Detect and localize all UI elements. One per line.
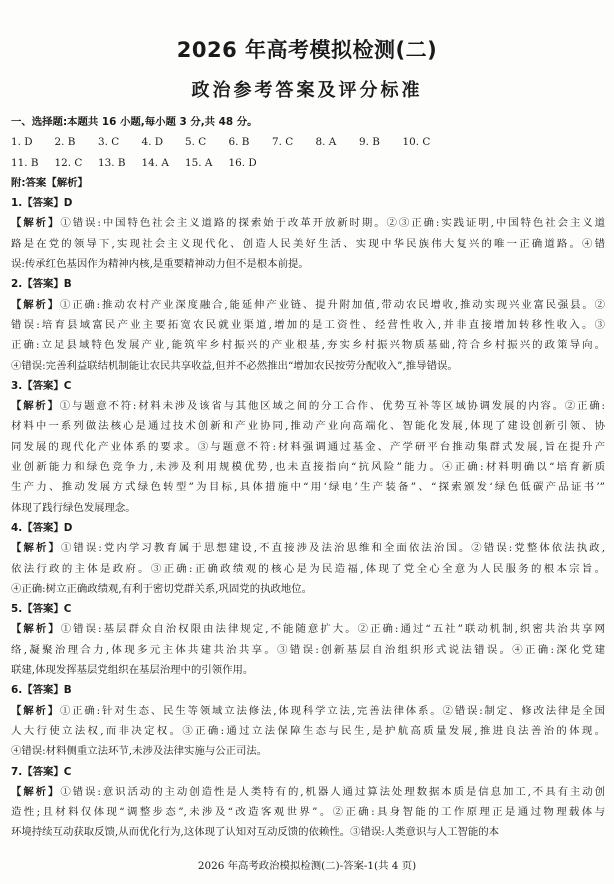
answer-key-item: 15. A <box>185 156 213 169</box>
analysis-line <box>11 437 605 457</box>
analysis-text: ①错误:党内学习教育属于思想建设,不直接涉及法治思维和全面依法治国。②错误:党整体依法执政, <box>60 542 605 555</box>
analysis-text: 人大行使立法权,而非决定权。③正确:通过立法保障生态与民生,是护航高质量发展,推进良法善治的体现。 <box>11 724 605 737</box>
analysis-label: 【解析】 <box>11 217 61 230</box>
answer-key-item: 12. C <box>54 156 83 169</box>
question-number: 6. <box>11 684 23 697</box>
question-number: 3. <box>11 379 23 392</box>
answer-key-item: 5. C <box>185 136 207 149</box>
analysis-text: ④错误:完善利益联结机制能让农民共享收益,但并不必然推出“增加农民按劳分配收入”,推导错误。 <box>11 359 458 372</box>
answer-value: C <box>63 765 72 778</box>
explanation-item <box>11 193 605 274</box>
analysis-text: 生产力、推动发展方式绿色转型”为目标,具体措施中“用‘绿电’生产装备”、“探索颁发‘绿色低碳产品证书’” <box>11 481 605 494</box>
page-subtitle: 政治参考答案及评分标准 <box>191 80 423 101</box>
answer-line <box>11 599 605 619</box>
answer-value: B <box>63 684 72 697</box>
analysis-line <box>11 802 605 822</box>
answer-key-item: 11. B <box>11 156 39 169</box>
answer-body <box>11 112 605 843</box>
answer-key-item: 1. D <box>11 136 33 149</box>
analysis-line <box>11 660 605 680</box>
analysis-text: 络,凝聚治理合力,体现多元主体共建共治共享。③错误:创新基层自治组织形式说法错误。④正确:深化党建 <box>11 643 605 656</box>
section-header: 一、选择题:本题共 16 小题,每小题 3 分,共 48 分。 <box>11 116 258 128</box>
answer-key-item: 14. A <box>141 156 169 169</box>
explanation-item <box>11 376 605 518</box>
analysis-text: ④正确:树立正确政绩观,有利于密切党群关系,巩固党的执政地位。 <box>11 582 313 595</box>
analysis-text: 正确:立足县域特色发展产业,能筑牢乡村振兴的产业根基,夯实乡村振兴物质基础,符合乡村振兴的政策导向。 <box>11 339 605 352</box>
explanation-item <box>11 518 605 599</box>
analysis-label: 【解析】 <box>11 623 61 636</box>
analysis-line <box>11 315 605 335</box>
analysis-text: 联建,体现发挥基层党组织在基层治理中的引领作用。 <box>11 664 254 677</box>
explanation-item <box>11 762 605 843</box>
answer-key-item: 10. C <box>402 136 431 149</box>
answer-label: 【答案】 <box>22 521 64 534</box>
answer-value: B <box>63 278 72 291</box>
answer-line <box>11 193 605 213</box>
answer-key-row-1 <box>11 132 605 152</box>
analysis-text: 错误:培育县域富民产业主要拓宽农民就业渠道,增加的是工资性、经营性收入,并非直接增加转移性收入。③ <box>11 318 605 331</box>
explanation-list <box>11 193 605 843</box>
answer-line <box>11 376 605 396</box>
analysis-line <box>11 782 605 802</box>
answer-label: 【答案】 <box>22 278 64 291</box>
analysis-text: 体现了践行绿色发展理念。 <box>11 501 136 514</box>
answer-key-row-2 <box>11 153 605 173</box>
analysis-text: ④错误:材料侧重立法环节,未涉及法律实施与公正司法。 <box>11 745 268 758</box>
analysis-text: 同发展的现代化产业体系的要求。③与题意不符:材料强调通过基金、产学研平台推动集群式发展,旨在提升产 <box>11 440 605 453</box>
analysis-text: 造性;且材料仅体现“调整步态”,未涉及“改造客观世界”。②正确:具身智能的工作原理正是通过物理载体与 <box>11 806 605 819</box>
analysis-line <box>11 396 605 416</box>
analysis-line <box>11 640 605 660</box>
analysis-text: 依法行政的主体是政府。③正确:正确政绩观的核心是为民造福,体现了党全心全意为人民服务的根本宗旨。 <box>11 562 605 575</box>
analysis-line <box>11 457 605 477</box>
answer-line <box>11 762 605 782</box>
answer-line <box>11 680 605 700</box>
analysis-text: 业创新能力和绿色竞争力,未涉及利用规模优势,也未直接指向“抗风险”能力。④正确:材料明确以“培育新质 <box>11 461 605 474</box>
analysis-text: ①正确:针对生态、民生等领域立法修法,体现科学立法,完善法律体系。②错误:制定、修改法律是全国 <box>59 704 605 717</box>
analysis-label: 【解析】 <box>11 704 60 717</box>
question-number: 1. <box>11 197 23 210</box>
answer-label: 【答案】 <box>22 197 64 210</box>
explanation-item <box>11 599 605 680</box>
analysis-text: 材料中一系列做法核心是通过技术创新和产业协同,推动产业向高端化、智能化发展,体现了建设创新引领、协 <box>11 420 605 433</box>
analysis-line <box>11 356 605 376</box>
explanation-item <box>11 274 605 375</box>
analysis-text: ①与题意不符:材料未涉及该省与其他区域之间的分工合作、优势互补等区域协调发展的内容。②正确: <box>59 400 605 413</box>
analysis-text: ①错误:基层群众自治权限由法律规定,不能随意扩大。②正确:通过“五社”联动机制,织密共治共享网 <box>60 623 605 636</box>
answer-key-item: 6. B <box>228 136 250 149</box>
analysis-text: ①错误:中国特色社会主义道路的探索始于改革开放新时期。②③正确:实践证明,中国特色社会主义道 <box>60 217 605 230</box>
analysis-line <box>11 538 605 558</box>
answer-key-item: 4. D <box>141 136 164 149</box>
answer-label: 【答案】 <box>22 684 64 697</box>
analysis-label: 【解析】 <box>11 298 60 311</box>
answer-label: 【答案】 <box>22 765 64 778</box>
analysis-line <box>11 559 605 579</box>
answer-line <box>11 274 605 294</box>
answer-line <box>11 518 605 538</box>
analysis-text: 路是在党的领导下,实现社会主义现代化、创造人民美好生活、实现中华民族伟大复兴的唯一正确道路。④错 <box>11 237 605 250</box>
question-number: 4. <box>11 521 23 534</box>
answer-key-item: 8. A <box>315 136 337 149</box>
answer-key-item: 13. B <box>98 156 126 169</box>
analysis-line <box>11 619 605 639</box>
analysis-line <box>11 822 605 842</box>
analysis-label: 【解析】 <box>11 542 61 555</box>
analysis-line <box>11 579 605 599</box>
analysis-line <box>11 335 605 355</box>
analysis-line <box>11 741 605 761</box>
question-number: 7. <box>11 765 23 778</box>
appendix-label: 附:答案【解析】 <box>11 176 88 189</box>
answer-key-item: 7. C <box>272 136 294 149</box>
analysis-line <box>11 295 605 315</box>
answer-value: D <box>63 197 73 210</box>
analysis-line <box>11 416 605 436</box>
analysis-text: ①正确:推动农村产业深度融合,能延伸产业链、提升附加值,带动农民增收,推动实现兴业富民强县。② <box>59 298 605 311</box>
analysis-text: 环境持续互动获取反馈,从而优化行为,这体现了认知对互动反馈的依赖性。③错误:人类意识与人工智能的本 <box>11 826 500 839</box>
answer-key-item: 3. C <box>98 136 120 149</box>
answer-value: D <box>63 521 73 534</box>
question-number: 2. <box>11 278 23 291</box>
answer-label: 【答案】 <box>22 379 64 392</box>
analysis-label: 【解析】 <box>11 785 61 798</box>
analysis-line <box>11 498 605 518</box>
analysis-line <box>11 213 605 233</box>
explanation-item <box>11 680 605 761</box>
answer-value: C <box>63 603 72 616</box>
analysis-label: 【解析】 <box>11 400 60 413</box>
answer-key-item: 2. B <box>54 136 76 149</box>
answer-value: C <box>63 379 72 392</box>
analysis-line <box>11 701 605 721</box>
analysis-line <box>11 254 605 274</box>
page-footer: 2026 年高考政治模拟检测(二)-答案-1(共 4 页) <box>197 860 417 872</box>
analysis-text: ①错误:意识活动的主动创造性是人类特有的,机器人通过算法处理数据本质是信息加工,不具有主动创 <box>60 785 605 798</box>
answer-key-item: 9. B <box>359 136 380 149</box>
question-number: 5. <box>11 603 23 616</box>
answer-key-item: 16. D <box>228 156 257 169</box>
answer-label: 【答案】 <box>22 603 64 616</box>
analysis-line <box>11 477 605 497</box>
page-title: 2026 年高考模拟检测(二) <box>176 38 438 62</box>
analysis-text: 误:传承红色基因作为精神内核,是重要精神动力但不是根本前提。 <box>11 258 309 271</box>
analysis-line <box>11 721 605 741</box>
analysis-line <box>11 234 605 254</box>
